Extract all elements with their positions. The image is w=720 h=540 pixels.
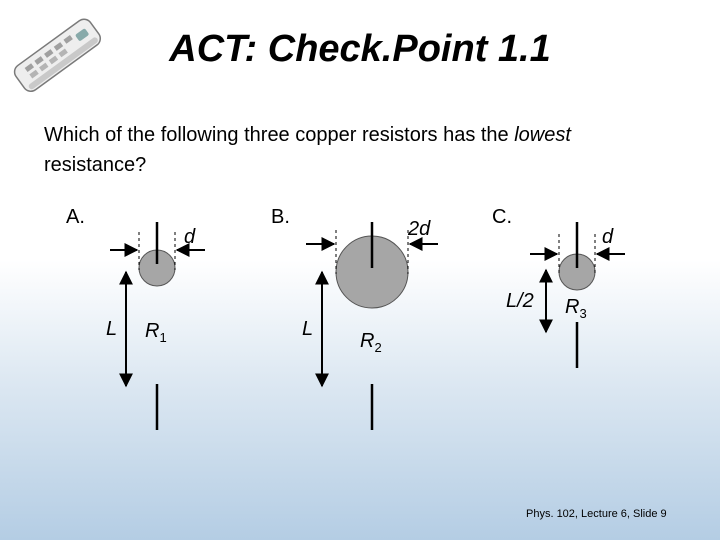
slide-title: ACT: Check.Point 1.1 [169,28,551,70]
option-c-resistor-index: 3 [579,306,587,321]
option-c-letter: C. [492,206,512,228]
question-main: Which of the following three copper resistors has the [44,124,515,146]
option-a-length-label: L [106,318,118,340]
option-c-diameter-label: d [602,226,614,248]
option-c-resistor-label [565,296,587,321]
option-b-resistor-symbol: R [360,330,375,352]
option-b-length-label: L [302,318,314,340]
option-b-letter: B. [271,206,290,228]
resistor-b-drawing [306,222,438,430]
question-emphasis: lowest [514,124,571,146]
option-b-resistor-label [360,330,382,355]
question-end: resistance? [44,154,147,176]
slide-footer: Phys. 102, Lecture 6, Slide 9 [526,508,667,520]
option-a-resistor-symbol: R [145,320,160,342]
option-b-resistor-index: 2 [374,340,382,355]
option-c-length-label: L/2 [506,290,534,312]
option-a-resistor-index: 1 [159,330,167,345]
option-a-resistor-label [145,320,167,345]
option-c-resistor-symbol: R [565,296,580,318]
option-a-letter: A. [66,206,85,228]
option-a-diameter-label: d [184,226,196,248]
option-b-diameter-label: 2d [408,218,431,240]
